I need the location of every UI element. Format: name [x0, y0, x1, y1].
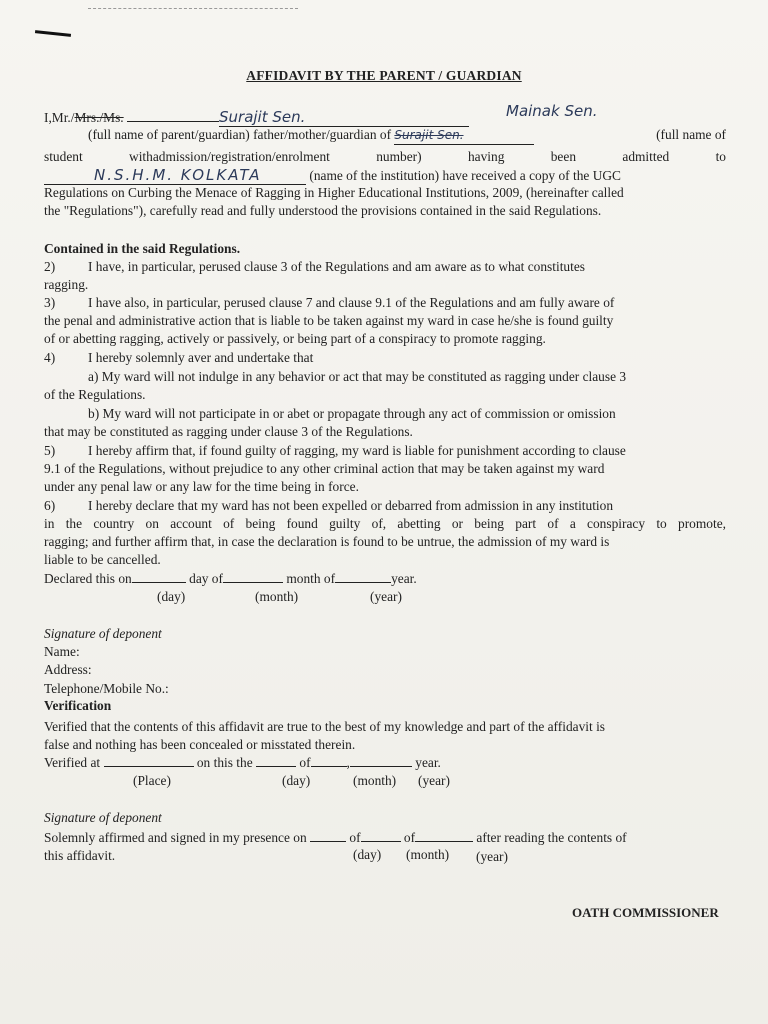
intro-line-2-text: (full name of parent/guardian) father/mother/guardian of — [88, 127, 392, 142]
verified-day-caption: (day) — [282, 773, 311, 788]
intro-line-5: Regulations on Curbing the Menace of Ragging in Higher Educational Institutions, 2009, (hereinafter called — [44, 185, 624, 200]
intro-line-1 — [44, 102, 726, 127]
deponent-signature-heading: Signature of deponent — [44, 626, 162, 641]
student-name-struck: Surajit Sen. — [394, 126, 534, 145]
contained-heading: Contained in the said Regulations. — [44, 241, 241, 256]
intro-line-4 — [44, 166, 726, 185]
verified-month-caption: (month) — [353, 773, 397, 788]
declared-year-caption: (year) — [370, 589, 402, 604]
affirmed-of-2: of — [403, 830, 416, 845]
parent-name-handwritten: Surajit Sen. — [219, 108, 469, 127]
page-title: AFFIDAVIT BY THE PARENT / GUARDIAN — [246, 68, 522, 83]
scan-mark-dashes — [88, 8, 298, 9]
clause-5-line-2: 9.1 of the Regulations, without prejudice to any other criminal action that may be taken against my ward — [44, 461, 605, 476]
clause-4a-cont: of the Regulations. — [44, 387, 146, 402]
verified-year-caption: (year) — [418, 773, 450, 788]
intro-line-4-text: (name of the institution) have received a copy of the UGC — [309, 168, 621, 183]
verified-day-blank[interactable] — [256, 754, 296, 767]
clause-4-text: I hereby solemnly aver and undertake that — [88, 350, 314, 365]
intro-line-2-end: (full name of — [656, 127, 726, 142]
intro-line-3: student withadmission/registration/enrolment number) having been admitted to — [44, 149, 726, 164]
affirmed-line-2: this affidavit. — [44, 848, 116, 863]
verification-heading: Verification — [44, 698, 112, 713]
verified-year-label: year. — [415, 755, 441, 770]
solemnly-affirmed-line — [44, 829, 726, 847]
clause-6-text: I hereby declare that my ward has not been expelled or debarred from admission in any institution — [88, 498, 614, 513]
clause-4 — [44, 349, 726, 367]
clause-3-text: I have also, in particular, perused clause 7 and clause 9.1 of the Regulations and am fully aware of — [88, 295, 615, 310]
declared-year-blank[interactable] — [335, 570, 391, 583]
verified-place-caption: (Place) — [133, 773, 171, 788]
declared-month-of: month of — [286, 571, 336, 586]
verified-place-blank[interactable] — [104, 754, 194, 767]
affirmed-day-blank[interactable] — [310, 829, 346, 842]
clause-4b-cont: that may be constituted as ragging under clause 3 of the Regulations. — [44, 424, 413, 439]
clause-4-number: 4) — [44, 350, 56, 365]
clause-2-number: 2) — [44, 259, 56, 274]
verified-of: of — [299, 755, 311, 770]
clause-3 — [44, 294, 726, 312]
deponent-address-label: Address: — [44, 662, 92, 677]
affirmed-year-blank[interactable] — [415, 829, 473, 842]
declared-line — [44, 570, 726, 588]
clause-5-text: I hereby affirm that, if found guilty of ragging, my ward is liable for punishment according to clause — [88, 443, 626, 458]
solemnly-affirmed-label: Solemnly affirmed and signed in my presence on — [44, 830, 307, 845]
verified-year-blank[interactable] — [350, 754, 412, 767]
deponent-name-label: Name: — [44, 644, 80, 659]
student-name-handwritten: Mainak Sen. — [506, 102, 598, 120]
affirmed-year-caption: (year) — [476, 849, 508, 864]
declared-year-label: year. — [391, 571, 417, 586]
clause-6-number: 6) — [44, 498, 56, 513]
verified-on-this: on this the — [196, 755, 253, 770]
deponent-phone-label: Telephone/Mobile No.: — [44, 681, 169, 696]
clause-6-line-3: ragging; and further affirm that, in case the declaration is found to be untrue, the admission of my ward is — [44, 534, 610, 549]
clause-6-line-4: liable to be cancelled. — [44, 552, 161, 567]
clause-5-line-3: under any penal law or any law for the time being in force. — [44, 479, 359, 494]
declared-day-caption: (day) — [157, 589, 186, 604]
clause-3-line-3: of or abetting ragging, actively or passively, or being part of a conspiracy to promote ragging. — [44, 331, 546, 346]
verification-line-1: Verified that the contents of this affidavit are true to the best of my knowledge and part of the affidavit is — [44, 719, 605, 734]
verified-at-label: Verified at — [44, 755, 101, 770]
verified-comma: , — [346, 755, 350, 770]
declared-month-blank[interactable] — [223, 570, 283, 583]
affirmed-day-caption: (day) — [353, 847, 382, 862]
clause-6-line-2: in the country on account of being found guilty of, abetting or being part of a conspiracy to promote, — [44, 516, 726, 531]
verification-line-2: false and nothing has been concealed or misstated therein. — [44, 737, 356, 752]
declared-day-blank[interactable] — [132, 570, 186, 583]
institution-handwritten: N.S.H.M. KOLKATA — [44, 166, 306, 185]
verified-month-blank[interactable] — [311, 754, 347, 767]
honorific-prefix: I,Mr./ — [44, 110, 75, 125]
affirmed-month-caption: (month) — [406, 847, 450, 862]
scan-mark-stroke — [35, 30, 71, 37]
affirmed-month-blank[interactable] — [361, 829, 401, 842]
clause-2 — [44, 258, 726, 276]
clause-2-cont: ragging. — [44, 277, 89, 292]
declared-label: Declared this on — [44, 571, 132, 586]
verified-at-line — [44, 754, 726, 772]
intro-line-6: the "Regulations"), carefully read and fully understood the provisions contained in the said Regulations. — [44, 203, 602, 218]
intro-line-2 — [88, 126, 726, 145]
affirmed-after-reading: after reading the contents of — [476, 830, 627, 845]
clause-4b: b) My ward will not participate in or abet or propagate through any act of commission or omission — [88, 406, 616, 421]
honorific-struck: Mrs./Ms. — [74, 110, 124, 125]
oath-commissioner-label: OATH COMMISSIONER — [572, 905, 719, 920]
parent-name-blank-lead — [127, 109, 219, 122]
clause-5 — [44, 442, 726, 460]
clause-3-number: 3) — [44, 295, 56, 310]
declared-month-caption: (month) — [255, 589, 299, 604]
clause-4a: a) My ward will not indulge in any behavior or act that may be constituted as ragging under clause 3 — [88, 369, 627, 384]
declared-day-of: day of — [189, 571, 223, 586]
clause-6 — [44, 497, 726, 515]
affirmed-of-1: of — [349, 830, 361, 845]
clause-3-line-2: the penal and administrative action that is liable to be taken against my ward in case he/she is found guilty — [44, 313, 614, 328]
clause-5-number: 5) — [44, 443, 56, 458]
deponent-signature-heading-2: Signature of deponent — [44, 810, 162, 825]
clause-2-text: I have, in particular, perused clause 3 of the Regulations and am aware as to what constitutes — [88, 259, 585, 274]
